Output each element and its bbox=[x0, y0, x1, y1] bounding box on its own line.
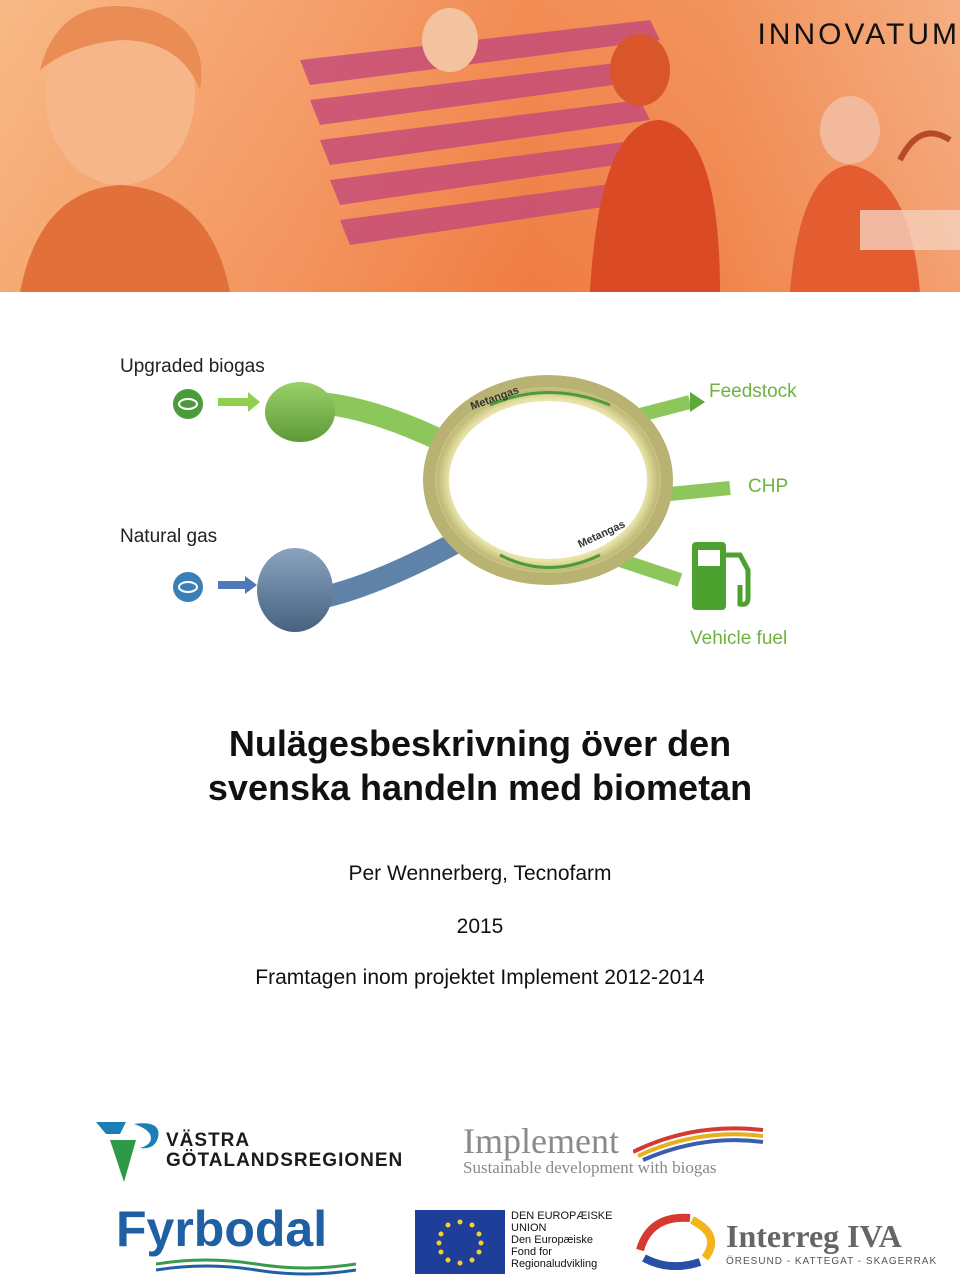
interreg-tagline: ÖRESUND - KATTEGAT - SKAGERRAK bbox=[726, 1256, 938, 1267]
interreg-circle-icon bbox=[630, 1210, 722, 1270]
innovatum-logo: INNOVATUM bbox=[757, 18, 960, 51]
title-line-1: Nulägesbeskrivning över den bbox=[228, 723, 732, 764]
eu-flag-icon bbox=[415, 1210, 505, 1274]
vastra-gotalandsregionen-logo bbox=[96, 1120, 406, 1190]
author: Per Wennerberg, Tecnofarm bbox=[348, 862, 612, 885]
vgr-line2: GÖTALANDSREGIONEN bbox=[166, 1150, 404, 1171]
label-upgraded-biogas: Upgraded biogas bbox=[120, 356, 265, 377]
natural-gas-tank bbox=[257, 548, 333, 632]
fyrbodal-waves-icon bbox=[156, 1258, 356, 1278]
document-title bbox=[0, 722, 960, 810]
project-note: Framtagen inom projektet Implement 2012-2014 bbox=[255, 966, 705, 989]
eu-line4: Fond for bbox=[511, 1246, 552, 1258]
eu-line5: Regionaludvikling bbox=[511, 1258, 598, 1270]
fuel-pump-icon bbox=[692, 542, 748, 610]
label-natural-gas: Natural gas bbox=[120, 526, 218, 547]
metangas-ring bbox=[436, 388, 660, 572]
eu-line3: Den Europæiske bbox=[511, 1234, 593, 1246]
year: 2015 bbox=[456, 915, 504, 938]
fyrbodal-name: Fyrbodal bbox=[116, 1201, 328, 1257]
implement-logo bbox=[463, 1120, 773, 1180]
fyrbodal-logo bbox=[116, 1200, 326, 1280]
ring-label-top: Metangas bbox=[468, 384, 521, 413]
label-feedstock: Feedstock bbox=[709, 381, 797, 402]
biogas-tank bbox=[265, 382, 335, 442]
implement-swoosh-icon bbox=[633, 1122, 773, 1162]
label-chp: CHP bbox=[748, 476, 789, 497]
gas-grid-diagram bbox=[100, 340, 860, 670]
implement-tagline: Sustainable development with biogas bbox=[463, 1158, 717, 1177]
eu-line1: DEN EUROPÆISKE bbox=[511, 1210, 613, 1222]
vgr-emblem-icon bbox=[96, 1120, 166, 1184]
interreg-name: Interreg IVA bbox=[726, 1218, 902, 1254]
cover-banner bbox=[0, 0, 960, 292]
vgr-line1: VÄSTRA bbox=[166, 1130, 251, 1151]
label-vehicle-fuel: Vehicle fuel bbox=[690, 628, 788, 649]
ring-label-bottom: Metangas bbox=[576, 518, 628, 551]
biogas-flame-icon bbox=[173, 389, 203, 419]
title-line-2: svenska handeln med biometan bbox=[207, 767, 753, 808]
eu-logo bbox=[415, 1210, 630, 1280]
natural-gas-flame-icon bbox=[173, 572, 203, 602]
implement-name: Implement bbox=[463, 1121, 619, 1161]
eu-line2: UNION bbox=[511, 1222, 547, 1234]
feedstock-arrow bbox=[690, 392, 705, 412]
interreg-logo bbox=[630, 1210, 938, 1276]
